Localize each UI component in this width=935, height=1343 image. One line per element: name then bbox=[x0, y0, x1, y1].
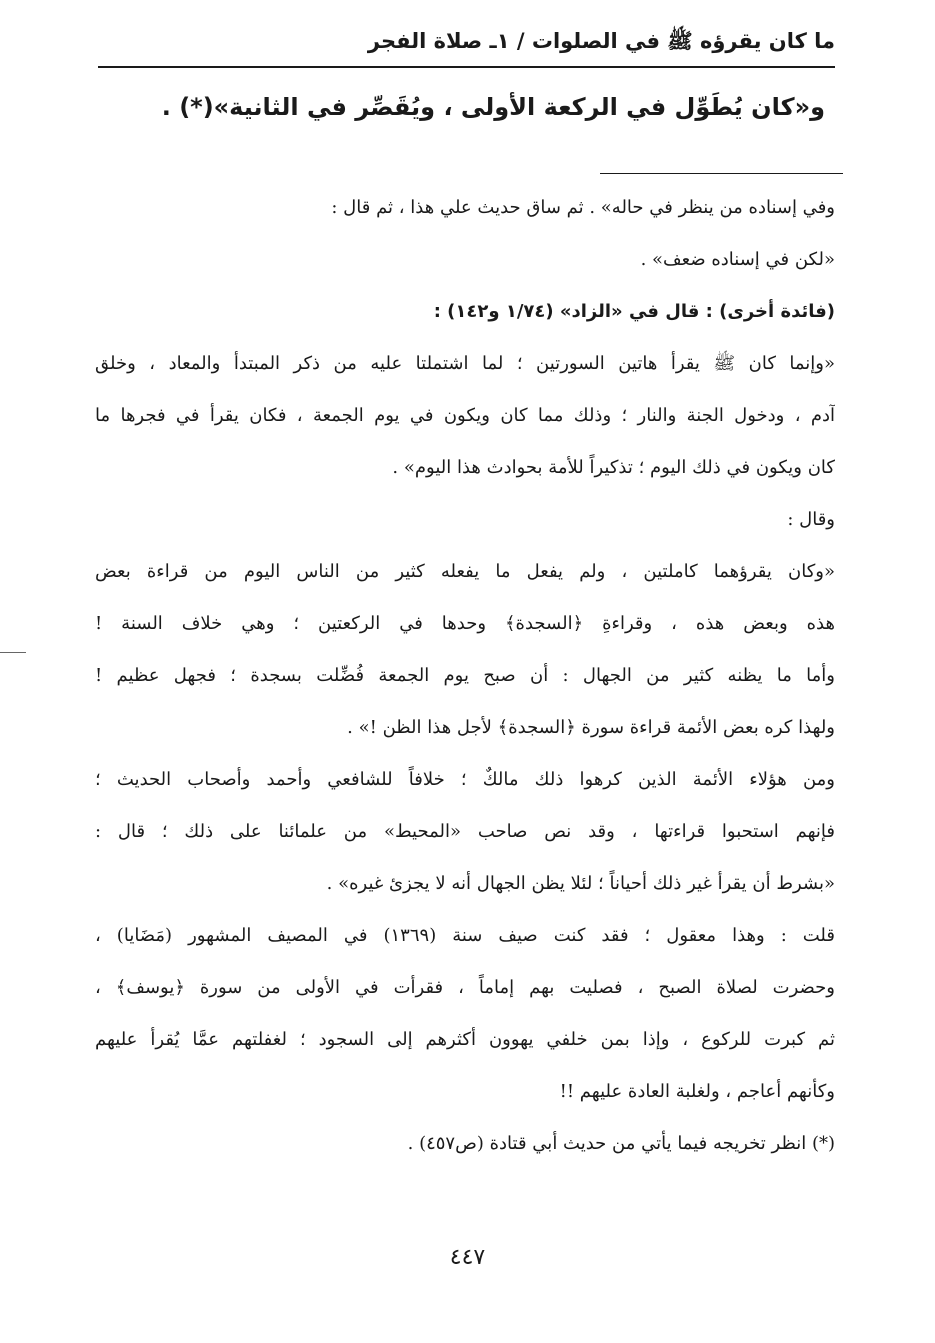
text-line: «وإنما كان ﷺ يقرأ هاتين السورتين ؛ لما اشتملتا عليه من ذكر المبتدأ والمعاد ، وخلق bbox=[95, 353, 835, 374]
text-line: وقال : bbox=[787, 509, 835, 530]
text-line: ومن هؤلاء الأئمة الذين كرهوا ذلك مالكٌ ؛ خلافاً للشافعي وأحمد وأصحاب الحديث ؛ bbox=[95, 769, 835, 790]
footnote-separator bbox=[600, 173, 843, 174]
text-line: «لكن في إسناده ضعف» . bbox=[640, 249, 835, 270]
text-line: قلت : وهذا معقول ؛ فقد كنت صيف سنة (١٣٦٩) في المصيف المشهور (مَضَايا) ، bbox=[95, 925, 835, 946]
text-line: ولهذا كره بعض الأئمة قراءة سورة ﴿السجدة﴾ لأجل هذا الظن !» . bbox=[347, 717, 835, 738]
text-line: وكأنهم أعاجم ، ولغلبة العادة عليهم !! bbox=[559, 1081, 835, 1102]
text-line: وفي إسناده من ينظر في حاله» . ثم ساق حديث علي هذا ، ثم قال : bbox=[331, 197, 835, 218]
page-number: ٤٤٧ bbox=[449, 1245, 486, 1270]
text-line: «بشرط أن يقرأ غير ذلك أحياناً ؛ لئلا يظن الجهال أنه لا يجزئ غيره» . bbox=[326, 873, 835, 894]
text-line: وأما ما يظنه كثير من الجهال : أن صبح يوم الجمعة فُضِّلت بسجدة ؛ فجهل عظيم ! bbox=[95, 665, 835, 686]
text-line: ثم كبرت للركوع ، وإذا بمن خلفي يهوون أكثرهم إلى السجود ؛ لغفلتهم عمَّا يُقرأ عليهم bbox=[95, 1029, 835, 1050]
text-line: «وكان يقرؤهما كاملتين ، ولم يفعل ما يفعله كثير من الناس اليوم من قراءة بعض bbox=[95, 561, 835, 582]
hadith-main-line: و«كان يُطَوِّل في الركعة الأولى ، ويُقَصِّر في الثانية»(*) . bbox=[161, 93, 825, 121]
footnote-line: (*) انظر تخريجه فيما يأتي من حديث أبي قتادة (ص٤٥٧) . bbox=[407, 1133, 835, 1154]
text-line: كان ويكون في ذلك اليوم ؛ تذكيراً للأمة بحوادث هذا اليوم» . bbox=[392, 457, 835, 478]
margin-mark bbox=[0, 652, 26, 653]
header-rule bbox=[98, 66, 835, 68]
text-line: آدم ، ودخول الجنة والنار ؛ وذلك مما كان ويكون في يوم الجمعة ، فكان يقرأ في فجرها ما bbox=[95, 405, 835, 426]
footnote-body bbox=[95, 182, 835, 1170]
text-line: فإنهم استحبوا قراءتها ، وقد نص صاحب «المحيط» من علمائنا على ذلك ؛ قال : bbox=[95, 821, 835, 842]
text-line: (فائدة أخرى) : قال في «الزاد» (١/٧٤ و١٤٢) : bbox=[433, 301, 835, 322]
text-line: هذه وبعض هذه ، وقراءةِ ﴿السجدة﴾ وحدها في الركعتين ؛ وهي خلاف السنة ! bbox=[95, 613, 835, 634]
text-line: وحضرت لصلاة الصبح ، فصليت بهم إماماً ، فقرأت في الأولى من سورة ﴿يوسف﴾ ، bbox=[95, 977, 835, 998]
header-title: ما كان يقرؤه ﷺ في الصلوات / ١ـ صلاة الفجر bbox=[367, 29, 835, 53]
running-header bbox=[98, 22, 835, 64]
